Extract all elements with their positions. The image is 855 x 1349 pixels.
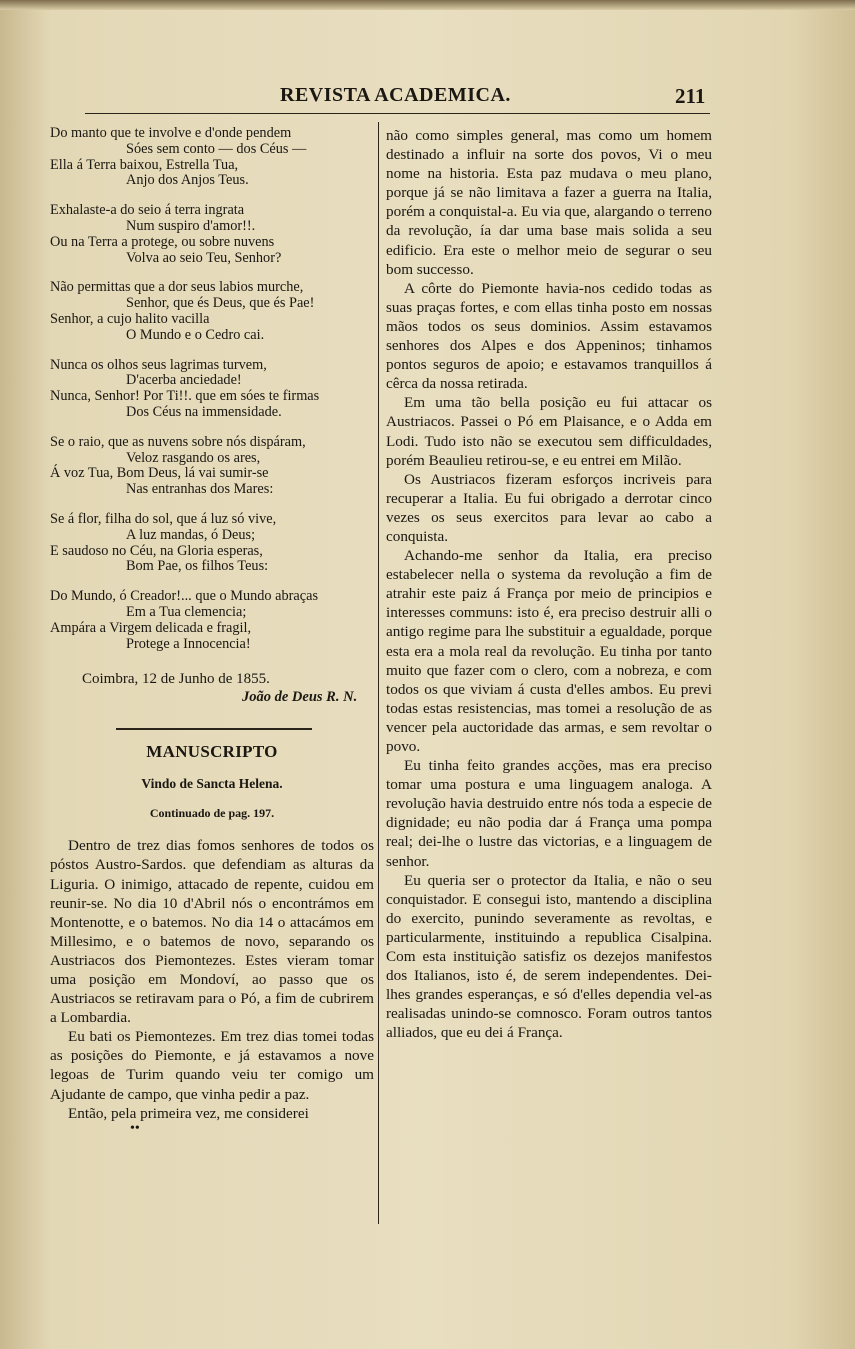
paragraph: Então, pela primeira vez, me considerei — [68, 1104, 309, 1122]
poem-line: Nunca, Senhor! Por Ti!!. que em sóes te firmas — [50, 388, 320, 405]
poem-line: Ampára a Virgem delicada e fragil, — [50, 619, 252, 636]
paragraph: Os Austriacos fizeram esforços incriveis para recuperar a Italia. Eu fui obrigado a derrotar cinco vezes os seus exercitos para levar ao cabo a conquista. — [386, 470, 712, 545]
poem-line: Num suspiro d'amor!!. — [126, 217, 256, 234]
poem-line: Ou na Terra a protege, ou sobre nuvens — [50, 233, 275, 250]
poem-line: Dos Céus na immensidade. — [126, 403, 282, 420]
left-body-text — [50, 836, 374, 1134]
signature-mark: •• — [130, 1120, 140, 1136]
poem-stanza — [50, 589, 374, 652]
continued-note: Continuado de pag. 197. — [149, 806, 275, 821]
poem — [50, 126, 374, 706]
poem-stanza — [50, 126, 374, 189]
page-top-edge — [0, 0, 855, 10]
poem-line: Bom Pae, os filhos Teus: — [126, 558, 269, 575]
poem-stanza — [50, 512, 374, 575]
poem-line: A luz mandas, ó Deus; — [126, 526, 256, 543]
right-column — [386, 126, 712, 1043]
poem-signature: João de Deus R. N. — [242, 689, 358, 706]
poem-line: Protege a Innocencia! — [126, 635, 251, 652]
poem-line: Se o raio, que as nuvens sobre nós dispáram, — [50, 433, 306, 450]
poem-line: Do Mundo, ó Creador!... que o Mundo abraças — [50, 588, 319, 605]
paragraph: não como simples general, mas como um homem destinado a influir na sorte dos povos, Vi o meu nome na historia. Esta paz mudava o meu plano, porque já se não limitava a fazer a guerra na Italia, porém a conquistal-a. Eu via que, alargando o terreno da revolução, ía dar uma base mais solida a seu edificio. Era este o melhor meio de segurar o seu bom successo. — [386, 127, 712, 278]
section-subheading: Vindo de Sancta Helena. — [141, 776, 283, 792]
poem-line: Nunca os olhos seus lagrimas turvem, — [50, 356, 267, 373]
journal-title: REVISTA ACADEMICA. — [280, 84, 511, 106]
paragraph: A côrte do Piemonte havia-nos cedido todas as suas praças fortes, e com ellas tinha posto em nossas mãos todos os seus dominios. Assim estavamos senhores dos Alpes e dos Appeninos; tinhamos pontos seguros de apoio; e estavamos tranquillos á cêrca da nossa retirada. — [386, 279, 712, 393]
paragraph: Em uma tão bella posição eu fui attacar os Austriacos. Passei o Pó em Plaisance, e o Adda em Lodi. Tudo isto não se executou sem difficuldades, porém Beaulieu retirou-se, e eu entrei em Milão. — [386, 394, 712, 469]
section-heading: MANUSCRIPTO — [146, 742, 278, 762]
paragraph: Dentro de trez dias fomos senhores de todos os póstos Austro-Sardos. que defendiam as alturas da Liguria. O inimigo, attacado de repente, cuidou em reunir-se. No dia 10 d'Abril nós o encontrámos em Montenotte, e o batemos. No dia 14 o attacámos em Millesimo, e o batemos de novo, separando os Austriacos dos Piemontezes. Estes vieram tomar uma posição em Mondoví, ao passo que os Austriacos se retiravam para o Pó, a fim de cubrirem a Lombardia. — [50, 837, 374, 1027]
poem-line: Nas entranhas dos Mares: — [126, 481, 274, 498]
poem-date-line: Coimbra, 12 de Junho de 1855. — [82, 671, 270, 688]
poem-line: Do manto que te involve e d'onde pendem — [50, 125, 292, 141]
poem-stanza — [50, 203, 374, 266]
poem-line: D'acerba anciedade! — [126, 372, 242, 389]
paragraph: Eu bati os Piemontezes. Em trez dias tomei todas as posições do Piemonte, e já estavamos a nove legoas de Turim quando veiu ter comigo um Ajudante de campo, que vinha pedir a paz. — [50, 1028, 374, 1103]
section-separator — [116, 728, 312, 730]
poem-line: Senhor, a cujo halito vacilla — [50, 310, 210, 327]
poem-line: Senhor, que és Deus, que és Pae! — [126, 295, 315, 312]
left-column — [50, 126, 374, 1135]
running-header — [0, 84, 855, 112]
poem-line: Se á flor, filha do sol, que á luz só vive, — [50, 510, 277, 527]
paragraph: Eu tinha feito grandes acções, mas era preciso tomar uma postura e uma linguagem analoga. A revolução havia destruido entre nós toda a especie de dignidade; eu não podia dar á França uma pompa real; dei-lhe o lustre das victorias, e a linguagem de senhor. — [386, 757, 712, 870]
paragraph: Achando-me senhor da Italia, era preciso estabelecer nella o systema da revolução a fim de atrahir este paiz á França por meio de principios e interesses communs: isto é, era preciso destruir alli o antigo regime para lhe substituir a egualdade, porque esta era a mola real da revolução. Eu tinha por tanto muito que fazer com o clero, com a nobreza, e com todos os que viviam á custa d'elles ambos. Eu previ todas estas resistencias, mas tomei a resolução de as vencer pela auctoridade das armas, e sem revoltar o povo. — [386, 547, 712, 755]
poem-line: Veloz rasgando os ares, — [126, 449, 261, 466]
page-number: 211 — [675, 84, 706, 108]
poem-line: Anjo dos Anjos Teus. — [126, 172, 249, 189]
column-divider — [378, 122, 379, 1224]
poem-line: Em a Tua clemencia; — [126, 603, 247, 620]
poem-line: E saudoso no Céu, na Gloria esperas, — [50, 542, 263, 559]
poem-stanza — [50, 435, 374, 498]
header-rule — [85, 113, 710, 114]
poem-line: Volva ao seio Teu, Senhor? — [126, 249, 282, 266]
poem-stanza — [50, 280, 374, 343]
poem-stanza — [50, 358, 374, 421]
poem-line: O Mundo e o Cedro cai. — [126, 326, 265, 343]
poem-line: Á voz Tua, Bom Deus, lá vai sumir-se — [50, 465, 269, 482]
poem-line: Ella á Terra baixou, Estrella Tua, — [50, 156, 239, 173]
paragraph: Eu queria ser o protector da Italia, e não o seu conquistador. E consegui isto, mantendo a disciplina do exercito, punindo severamente as revoltas, e particularmente, instituindo a republica Cisalpina. Com esta instituição satisfiz os dezejos manifestos dos Italianos, isto é, de serem independentes. Dei-lhes grandes esperanças, e só d'elles dependia vel-as realisadas unindo-se comnosco. Foram outros tantos alliados, que eu dei á França. — [386, 871, 712, 1042]
poem-line: Exhalaste-a do seio á terra ingrata — [50, 202, 245, 219]
poem-line: Não permittas que a dor seus labios murche, — [50, 279, 304, 296]
poem-line: Sóes sem conto — dos Céus — — [126, 140, 307, 157]
